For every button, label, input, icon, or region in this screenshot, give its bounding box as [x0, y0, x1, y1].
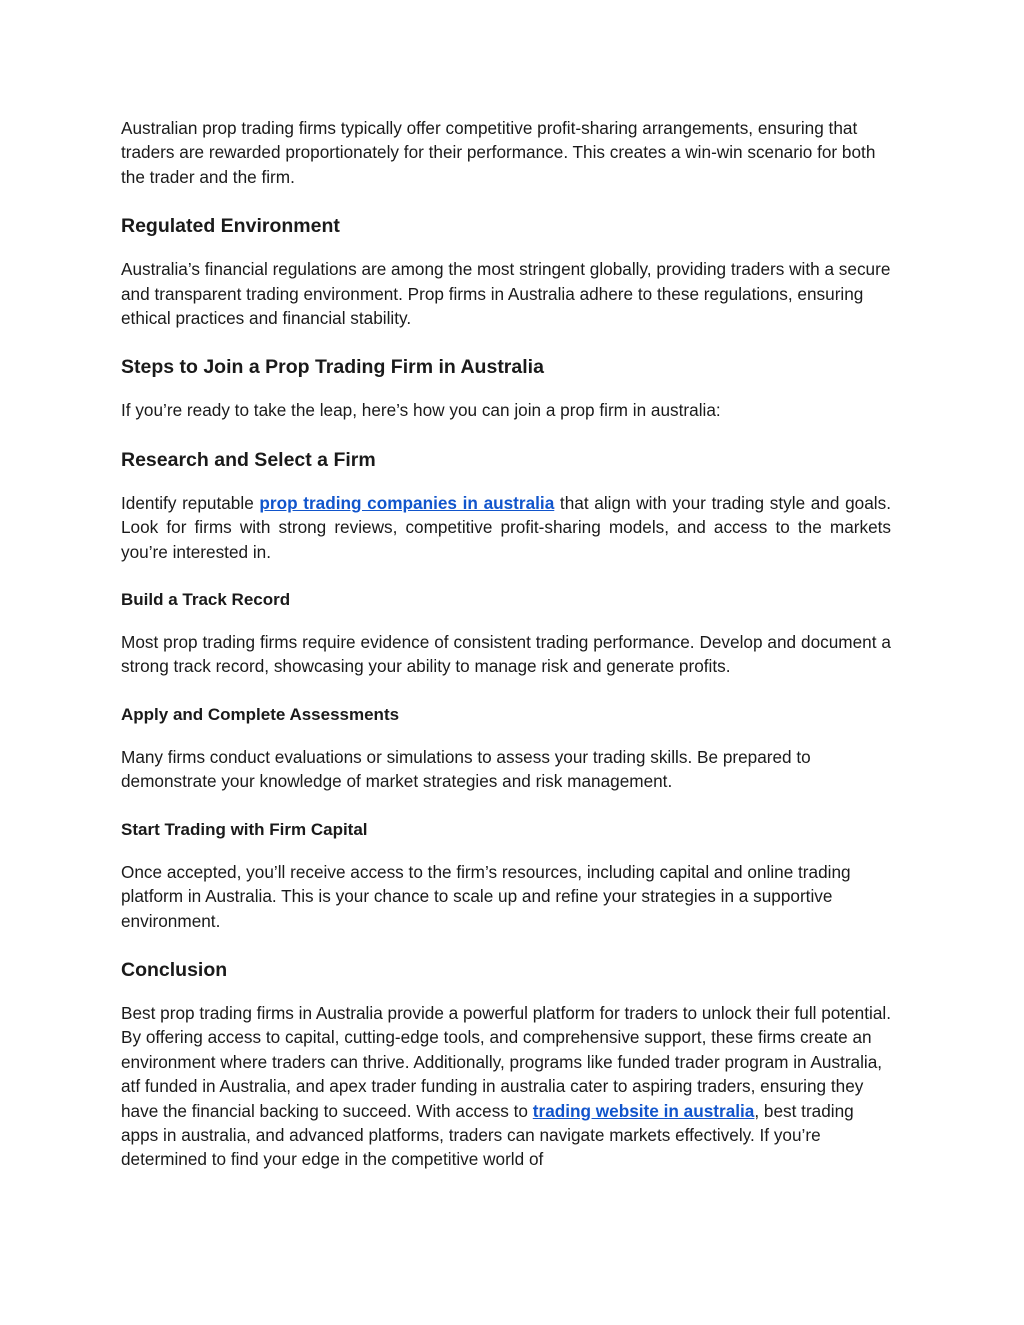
research-text-after: that align with your trading style and goals. Look for firms with strong reviews, competitive profit-sharing models, and access to the markets you’re interested in.: [121, 492, 891, 562]
start-trading-heading: Start Trading with Firm Capital: [121, 819, 368, 839]
start-trading-paragraph: Once accepted, you’ll receive access to the firm’s resources, including capital and online trading platform in Australia. This is your chance to scale up and refine your strategies in a supportive environment.: [121, 861, 851, 931]
apply-paragraph: Many firms conduct evaluations or simulations to assess your trading skills. Be prepared to demonstrate your knowledge of market strategies and risk management.: [121, 746, 811, 792]
conclusion-text-after: , best trading apps in australia, and advanced platforms, traders can navigate markets effectively. If you’re determined to find your edge in the competitive world of: [121, 1100, 854, 1170]
conclusion-heading: Conclusion: [121, 958, 228, 981]
conclusion-text-before: Best prop trading firms in Australia provide a powerful platform for traders to unlock their full potential. By offering access to capital, cutting-edge tools, and comprehensive support, these firms create an environment where traders can thrive. Additionally, programs like funded trader program in Australia, atf funded in Australia, and apex trader funding in australia cater to aspiring traders, ensuring they have the financial backing to succeed. With access to: [121, 1002, 891, 1121]
conclusion-paragraph: [121, 1001, 891, 1172]
document-page: [121, 116, 891, 1172]
track-record-paragraph: Most prop trading firms require evidence of consistent trading performance. Develop and document a strong track record, showcasing your ability to manage risk and generate profits.: [121, 632, 891, 677]
steps-paragraph: If you’re ready to take the leap, here’s how you can join a prop firm in australia:: [121, 400, 721, 421]
track-record-heading: Build a Track Record: [121, 590, 291, 610]
research-heading: Research and Select a Firm: [121, 448, 376, 471]
intro-paragraph: Australian prop trading firms typically offer competitive profit-sharing arrangements, ensuring that traders are rewarded proportionately for their performance. This creates a win-win scenario for both the trader and the firm.: [121, 118, 876, 187]
regulated-environment-paragraph: Australia’s financial regulations are among the most stringent globally, providing traders with a secure and transparent trading environment. Prop firms in Australia adhere to these regulations, ensuring ethical practices and financial stability.: [121, 259, 891, 329]
prop-trading-companies-link[interactable]: prop trading companies in australia: [259, 492, 555, 513]
regulated-environment-heading: Regulated Environment: [121, 215, 340, 238]
apply-heading: Apply and Complete Assessments: [121, 704, 400, 724]
research-text-before: Identify reputable: [121, 492, 260, 513]
steps-heading: Steps to Join a Prop Trading Firm in Australia: [121, 356, 544, 379]
trading-website-link[interactable]: trading website in australia: [532, 1100, 755, 1121]
research-paragraph: [121, 491, 891, 564]
